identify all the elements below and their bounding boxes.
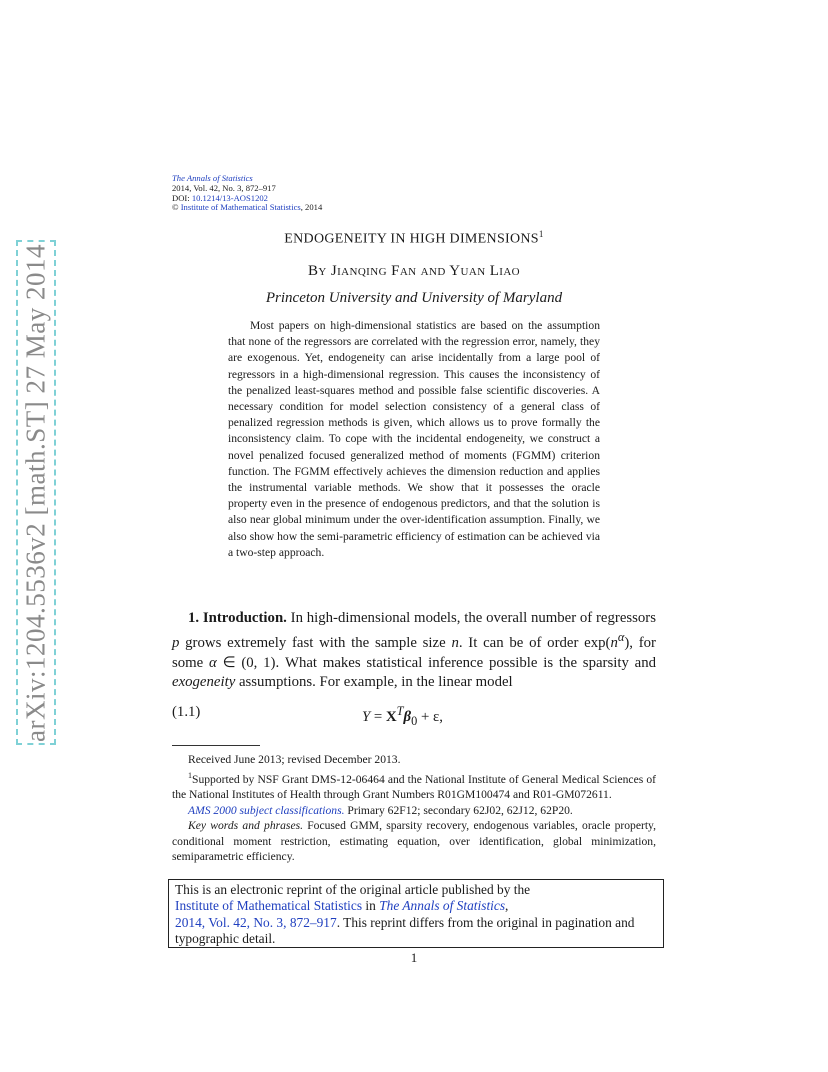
title-footnote-mark[interactable]: 1 <box>538 229 544 239</box>
keywords-note <box>172 818 656 865</box>
journal-volume: 2014, Vol. 42, No. 3, 872–917 <box>172 182 276 193</box>
doi-label: DOI: <box>172 192 192 203</box>
math-var: Y <box>362 708 371 725</box>
paper-authors: By Jianqing Fan and Yuan Liao <box>307 263 521 279</box>
intro-text: grows extremely fast with the sample size <box>179 635 452 652</box>
intro-text: assumptions. For example, in the linear model <box>235 674 513 691</box>
reprint-volume-link[interactable]: 2014, Vol. 42, No. 3, 872–917 <box>175 914 337 930</box>
intro-paragraph <box>172 609 656 693</box>
equation-number: (1.1) <box>172 704 201 720</box>
arxiv-identifier: arXiv:1204.5536v2 [math.ST] 27 May 2014 <box>20 243 51 742</box>
math-op: = <box>370 708 386 725</box>
footnote-mark: 1 <box>188 770 192 780</box>
reprint-notice <box>168 879 664 948</box>
institute-link[interactable]: Institute of Mathematical Statistics <box>180 202 301 213</box>
reprint-text: This is an electronic reprint of the original article published by the <box>175 882 531 897</box>
math-var: X <box>385 708 397 725</box>
page-number: 1 <box>410 950 418 965</box>
ams-link[interactable]: AMS 2000 subject classifications. <box>188 803 345 817</box>
reprint-text: , <box>505 898 509 914</box>
reprint-text: . This reprint differs from the original in pagination and typographic detail. <box>175 914 635 947</box>
intro-text: In high-dimensional models, the overall number of regressors <box>286 610 656 626</box>
math-var: n <box>610 635 618 652</box>
keywords-label: Key words and phrases. <box>188 819 303 833</box>
reprint-text: in <box>362 898 380 914</box>
math-var: p <box>172 635 180 652</box>
copyright-symbol: © <box>172 202 179 213</box>
support-note <box>172 768 656 803</box>
reprint-journal-link[interactable]: The Annals of Statistics <box>379 898 506 914</box>
ams-text: Primary 62F12; secondary 62J02, 62J12, 62P20. <box>344 803 573 817</box>
math-var: n <box>451 635 459 652</box>
math-var: α <box>209 654 217 671</box>
keywords-text: Focused GMM, sparsity recovery, endogenous variables, oracle property, conditional moment restriction, estimating equation, over identification, global minimization, semiparametric efficiency. <box>172 819 656 864</box>
equation <box>362 704 443 729</box>
copyright-year: , 2014 <box>300 202 323 213</box>
abstract: Most papers on high-dimensional statistics are based on the assumption that none of the regressors are correlated with the regression error, namely, they are exogenous. Yet, endogeneity can arise incidentally from a large pool of regressors in a high-dimensional regression. This causes the inconsistency of the penalized least-squares method and possible false scientific discoveries. A necessary condition for model selection consistency of a general class of penalized regression methods is given, which allows us to prove formally the inconsistency claim. To cope with the incidental endogeneity, we construct a novel penalized focused generalized method of moments (FGMM) criterion function. The FGMM effectively achieves the dimension reduction and applies the instrumental variable methods. We show that it possesses the oracle property even in the presence of endogenous predictors, and that the solution is also near global minimum under the over-identification assumption. Finally, we also show how the semi-parametric efficiency of estimation can be achieved via a two-step approach. <box>228 319 600 559</box>
support-text: Supported by NSF Grant DMS-12-06464 and the National Institute of General Medical Sciences of the National Institutes of Health through Grant Numbers R01GM100474 and R01-GM072611. <box>172 772 656 802</box>
section-heading: 1. Introduction. <box>188 610 287 626</box>
paper-affiliation: Princeton University and University of Maryland <box>265 290 563 306</box>
intro-text: ), for some <box>172 635 656 671</box>
doi-link[interactable]: 10.1214/13-AOS1202 <box>191 192 268 203</box>
math-op: + ε, <box>417 708 443 725</box>
journal-name-link[interactable]: The Annals of Statistics <box>172 173 253 183</box>
math-sub: 0 <box>411 713 418 728</box>
received-note: Received June 2013; revised December 2013. <box>188 753 401 766</box>
ams-note <box>172 803 656 819</box>
intro-text: . It can be of order exp( <box>458 635 611 652</box>
paper-title <box>172 229 656 248</box>
math-var: β <box>403 708 412 725</box>
math-var: α <box>617 630 625 645</box>
reprint-institute-link[interactable]: Institute of Mathematical Statistics <box>175 898 363 914</box>
journal-header <box>172 174 322 213</box>
math-var: T <box>396 704 404 718</box>
arxiv-stamp <box>16 240 56 745</box>
intro-text: ∈ (0, 1). What makes statistical inference possible is the sparsity and <box>216 654 657 671</box>
emphasis: exogeneity <box>172 674 236 691</box>
title-text: ENDOGENEITY IN HIGH DIMENSIONS <box>284 231 539 247</box>
footnotes <box>172 752 656 865</box>
footnote-rule <box>172 745 260 746</box>
